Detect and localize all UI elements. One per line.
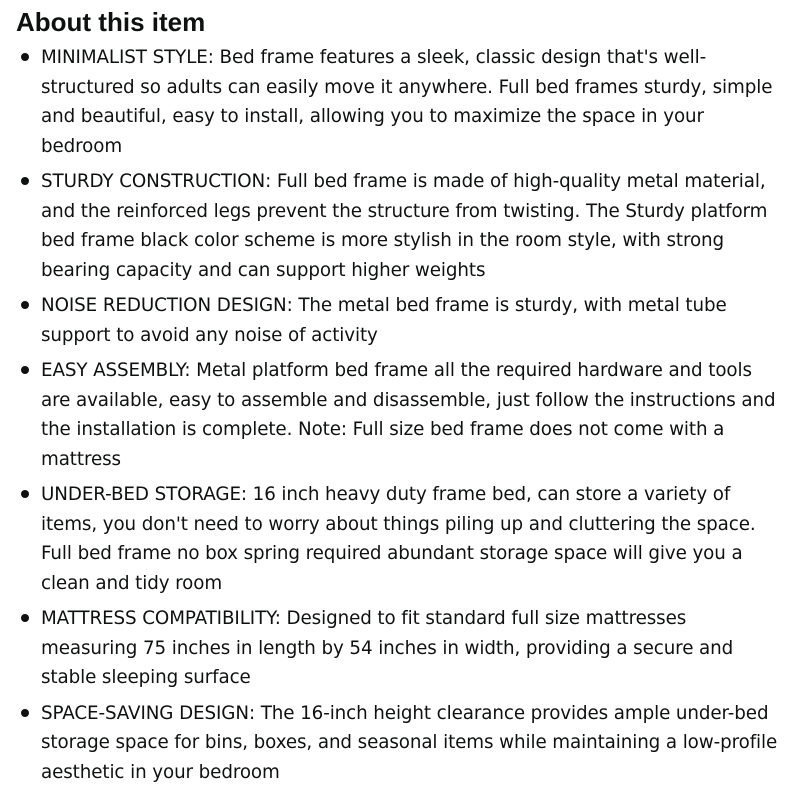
feature-bullet-text: UNDER-BED STORAGE: 16 inch heavy duty frame bed, can store a variety of items, you don't need to worry about things piling up and cluttering the space. Full bed frame no box spring required abundant storage space will give you a clean and tidy room (41, 484, 756, 594)
feature-bullet-sturdy-construction (16, 167, 786, 285)
feature-bullet-text: NOISE REDUCTION DESIGN: The metal bed frame is sturdy, with metal tube support to avoid any noise of activity (41, 295, 727, 346)
bullet-dot-icon (21, 177, 29, 185)
bullet-dot-icon (21, 709, 29, 717)
feature-bullet-mattress-compatibility (16, 604, 786, 693)
feature-bullet-space-saving-design (16, 699, 786, 788)
bullet-dot-icon (21, 53, 29, 61)
feature-bullet-noise-reduction (16, 291, 786, 350)
bullet-dot-icon (21, 366, 29, 374)
feature-bullet-text: STURDY CONSTRUCTION: Full bed frame is made of high-quality metal material, and the reinforced legs prevent the structure from twisting. The Sturdy platform bed frame black color scheme is more stylish in the room style, with strong bearing capacity and can support higher weights (41, 171, 768, 281)
feature-bullet-text: EASY ASSEMBLY: Metal platform bed frame all the required hardware and tools are available, easy to assemble and disassemble, just follow the instructions and the installation is complete. Note: Full size bed frame does not come with a mattress (41, 360, 776, 470)
feature-bullet-text: MATTRESS COMPATIBILITY: Designed to fit standard full size mattresses measuring 75 inches in length by 54 inches in width, providing a secure and stable sleeping surface (41, 608, 734, 688)
feature-bullet-minimalist-style (16, 43, 786, 161)
section-title: About this item (16, 7, 206, 37)
bullet-dot-icon (21, 490, 29, 498)
bullet-dot-icon (21, 614, 29, 622)
bullet-dot-icon (21, 301, 29, 309)
feature-bullet-text: SPACE-SAVING DESIGN: The 16-inch height clearance provides ample under-bed storage space for bins, boxes, and seasonal items while maintaining a low-profile aesthetic in your bedroom (41, 702, 778, 783)
feature-bullet-text: MINIMALIST STYLE: Bed frame features a sleek, classic design that's well-structured so adults can easily move it anywhere. Full bed frames sturdy, simple and beautiful, easy to install, allowing you to maximize the space in your bedroom (41, 47, 773, 157)
feature-bullet-under-bed-storage (16, 480, 786, 598)
feature-bullet-easy-assembly (16, 356, 786, 474)
feature-bullet-list (16, 43, 786, 787)
